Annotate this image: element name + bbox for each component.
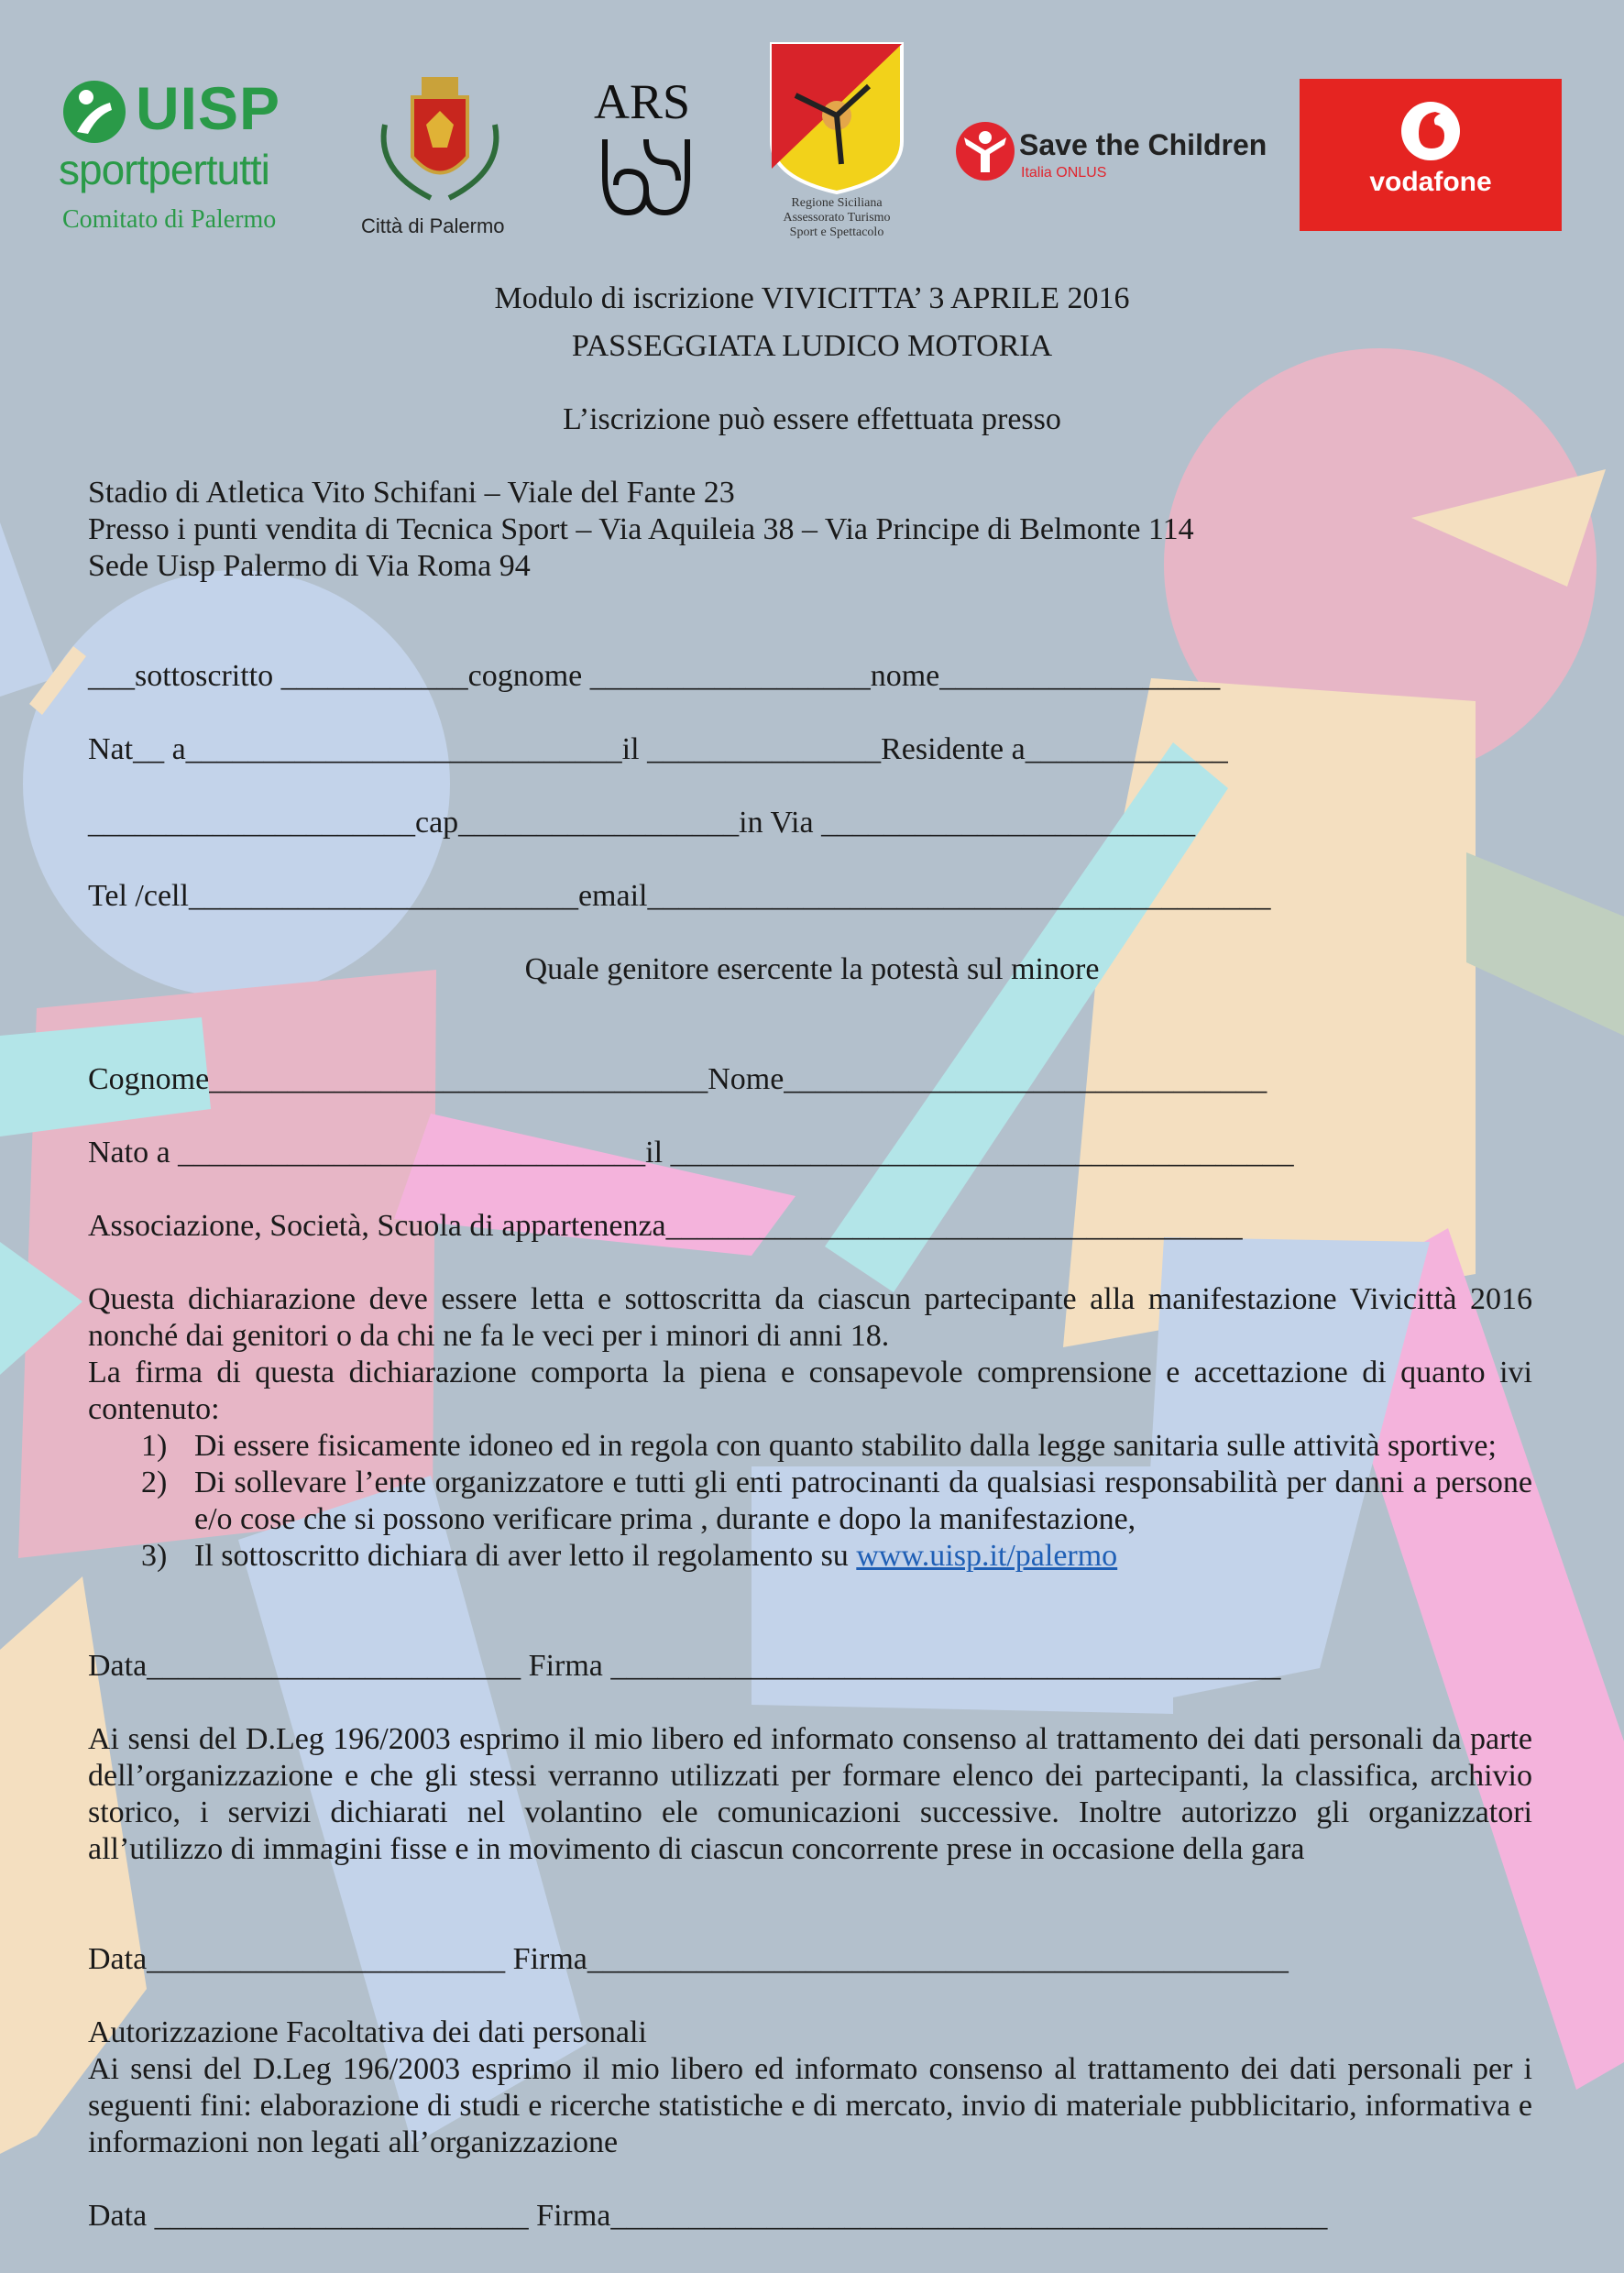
location-1: Stadio di Atletica Vito Schifani – Viale del Fante 23 — [88, 476, 735, 510]
list-item-text: Di essere fisicamente idoneo ed in regola con quanto stabilito dalla legge sanitaria sulle attività sportive; — [194, 1429, 1497, 1463]
birth-residence-field[interactable]: Nat__ a____________________________il _______________Residente a_____________ — [88, 732, 1228, 766]
save-the-children-name: Save the Children — [1019, 128, 1267, 161]
list-item-number: 2) — [141, 1466, 168, 1499]
page-title: Modulo di iscrizione VIVICITTA’ 3 APRILE 2016 — [494, 281, 1130, 315]
list-item-text: Il sottoscritto dichiara di aver letto il regolamento su — [194, 1539, 857, 1573]
uisp-committee: Comitato di Palermo — [62, 205, 277, 234]
page-subtitle: PASSEGGIATA LUDICO MOTORIA — [571, 329, 1053, 363]
signature-field-1[interactable]: Data________________________ Firma ___________________________________________ — [88, 1649, 1281, 1683]
optional-consent-heading: Autorizzazione Facoltativa dei dati personali — [88, 2015, 647, 2049]
list-item-number: 3) — [141, 1539, 168, 1573]
declaration-list — [88, 1428, 1532, 1575]
save-the-children-sub: Italia ONLUS — [1021, 165, 1107, 181]
privacy-consent-text: Ai sensi del D.Leg 196/2003 esprimo il mio libero ed informato consenso al trattamento dei dati personali da parte dell’organizzazione e che gli stessi verranno utilizzati per formare elenco dei partecipanti, la classifica, archivio storico, i servizi dichiarati nel volantino ele comunicazioni successive. Inoltre autorizzo gli organizzatori all’utilizzo di immagini fisse e in movimento di ciascun concorrente prese in occasione della gara — [88, 1722, 1532, 1866]
sicilia-caption-line-2: Assessorato Turismo — [783, 211, 891, 225]
list-item — [88, 1428, 1532, 1465]
location-2: Presso i punti vendita di Tecnica Sport – Via Aquileia 38 – Via Principe di Belmonte 114 — [88, 512, 1194, 546]
declaration-paragraph-1: Questa dichiarazione deve essere letta e sottoscritta da ciascun partecipante alla manifestazione Vivicittà 2016 nonché dai genitori o da chi ne fa le veci per i minori di anni 18. — [88, 1282, 1532, 1353]
uisp-tagline: sportpertutti — [59, 146, 269, 193]
undersigned-field[interactable]: ___sottoscritto ____________cognome __________________nome__________________ — [88, 659, 1221, 693]
guardian-birth-field[interactable]: Nato a ______________________________il ________________________________________ — [88, 1136, 1294, 1169]
guardian-name-field[interactable]: Cognome________________________________Nome_______________________________ — [88, 1062, 1267, 1096]
ars-name: ARS — [594, 74, 691, 129]
list-item — [88, 1538, 1532, 1575]
guardian-heading: Quale genitore esercente la potestà sul minore — [524, 952, 1100, 986]
declaration-paragraph-2: La firma di questa dichiarazione comporta la piena e consapevole comprensione e accettazione di quanto ivi contenuto: — [88, 1356, 1532, 1426]
address-field[interactable]: _____________________cap__________________in Via ________________________ — [88, 806, 1196, 840]
palermo-caption: Città di Palermo — [361, 214, 505, 237]
list-item-text: Di sollevare l’ente organizzatore e tutti gli enti patrocinanti da qualsiasi responsabilità per danni a persone e/o cose che si possono verificare prima , durante e dopo la manifestazione, — [194, 1466, 1532, 1536]
sicilia-caption-line-3: Sport e Spettacolo — [789, 225, 884, 239]
association-field[interactable]: Associazione, Società, Scuola di appartenenza_____________________________________ — [88, 1209, 1243, 1243]
list-item-number: 1) — [141, 1429, 168, 1463]
optional-consent-text: Ai sensi del D.Leg 196/2003 esprimo il mio libero ed informato consenso al trattamento dei dati personali per i seguenti fini: elaborazione di studi e ricerche statistiche e di mercato, invio di materiale pubblicitario, informativa e informazioni non legati all’organizzazione — [88, 2052, 1532, 2159]
list-item — [88, 1465, 1532, 1538]
uisp-name: UISP — [136, 74, 281, 142]
location-3: Sede Uisp Palermo di Via Roma 94 — [88, 549, 531, 583]
signature-field-2[interactable]: Data_______________________ Firma_____________________________________________ — [88, 1942, 1289, 1976]
registration-intro: L’iscrizione può essere effettuata presso — [563, 402, 1061, 436]
sicilia-caption-line-1: Regione Siciliana — [791, 196, 883, 210]
regulation-link[interactable]: www.uisp.it/palermo — [856, 1539, 1118, 1573]
vodafone-name: vodafone — [1369, 167, 1492, 197]
contact-field[interactable]: Tel /cell_________________________email________________________________________ — [88, 879, 1271, 913]
signature-field-3[interactable]: Data ________________________ Firma______________________________________________ — [88, 2199, 1328, 2233]
